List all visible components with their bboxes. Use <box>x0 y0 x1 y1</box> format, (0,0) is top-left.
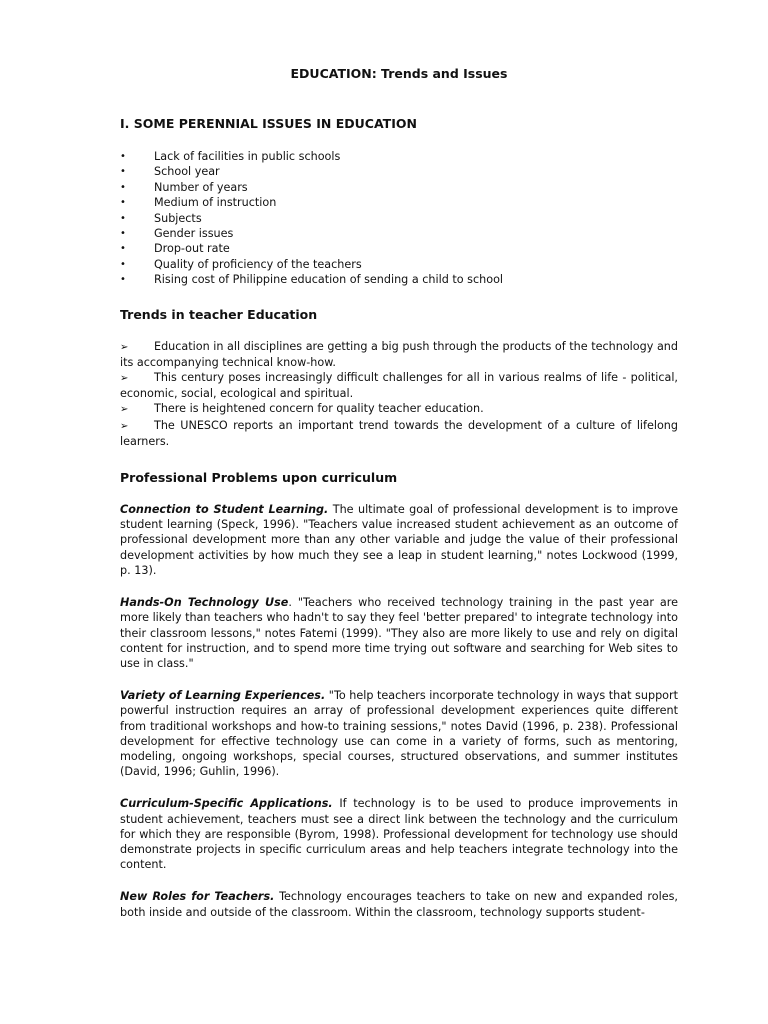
paragraph-lead: Variety of Learning Experiences. <box>120 689 326 703</box>
paragraph-hands-on-technology <box>120 595 678 671</box>
list-item-text: Rising cost of Philippine education of sending a child to school <box>154 273 504 287</box>
bullet-icon: • <box>120 166 126 178</box>
trend-item-text: The UNESCO reports an important trend towards the development of a culture of lifelong learners. <box>120 418 678 448</box>
list-item <box>120 241 678 256</box>
paragraph-lead: New Roles for Teachers. <box>120 890 275 904</box>
trend-item-text: There is heightened concern for quality teacher education. <box>154 402 484 416</box>
perennial-issues-list <box>120 149 678 288</box>
list-item-text: Quality of proficiency of the teachers <box>154 257 362 271</box>
paragraph-text: . "Teachers who received technology training in the past year are more likely than teachers who hadn't to say they feel 'better prepared' to integrate technology into their classroom lessons," notes Fatemi (1999). "They also are more likely to use and rely on digital content for instruction, and to spend more time trying out software and searching for Web sites to use in class." <box>120 596 678 670</box>
paragraph-lead: Curriculum-Specific Applications. <box>120 797 333 811</box>
bullet-icon: • <box>120 243 126 255</box>
bullet-icon: • <box>120 228 126 240</box>
teacher-trends-list <box>120 339 678 449</box>
trend-item-text: Education in all disciplines are getting a big push through the products of the technology and its accompanying technical know-how. <box>120 339 678 369</box>
bullet-icon: • <box>120 212 126 224</box>
arrow-bullet-icon: ➢ <box>120 373 129 385</box>
trend-item <box>120 339 678 370</box>
bullet-icon: • <box>120 258 126 270</box>
arrow-bullet-icon: ➢ <box>120 404 129 416</box>
list-item <box>120 211 678 226</box>
trend-item <box>120 401 678 417</box>
paragraph-text: Technology encourages teachers to take on new and expanded roles, both inside and outside of the classroom. Within the classroom, technology supports student- <box>120 890 678 919</box>
list-item <box>120 226 678 241</box>
list-item-text: School year <box>154 165 220 179</box>
document-page <box>120 66 678 937</box>
list-item-text: Drop-out rate <box>154 242 230 256</box>
trend-item <box>120 370 678 401</box>
paragraph-new-roles <box>120 889 678 919</box>
paragraph-text: If technology is to be used to produce improvements in student achievement, teachers must see a direct link between the technology and the curriculum for which they are responsible (Byrom, 1998). Professional development for technology use should demonstrate projects in specific curriculum areas and help teachers integrate technology into the content. <box>120 797 678 872</box>
paragraph-lead: Hands-On Technology Use <box>120 596 289 610</box>
bullet-icon: • <box>120 181 126 193</box>
paragraph-student-learning <box>120 502 678 578</box>
list-item-text: Lack of facilities in public schools <box>154 150 341 163</box>
bullet-icon: • <box>120 274 126 286</box>
paragraph-text: "To help teachers incorporate technology in ways that support powerful instruction requires an array of professional development experiences quite different from traditional workshops and how-to training sessions," notes David (1996, p. 238). Professional development for effective technology use can come in a variety of forms, such as mentoring, modeling, ongoing workshops, special courses, structured observations, and summer institutes (David, 1996; Guhlin, 1996). <box>120 689 679 779</box>
list-item-text: Gender issues <box>154 227 234 241</box>
section-heading-perennial-issues: I. SOME PERENNIAL ISSUES IN EDUCATION <box>120 116 417 131</box>
paragraph-text: The ultimate goal of professional development is to improve student learning (Speck, 1996). "Teachers value increased student achievement as an outcome of professional development more than any other variable and judge the value of their professional development activities by how much they see a leap in student learning," notes Lockwood (1999, p. 13). <box>120 503 678 577</box>
arrow-bullet-icon: ➢ <box>120 341 129 353</box>
list-item <box>120 149 678 164</box>
trend-item-text: This century poses increasingly difficult challenges for all in various realms of life - political, economic, social, ecological and spiritual. <box>120 371 678 401</box>
paragraph-curriculum-applications <box>120 796 678 872</box>
list-item-text: Number of years <box>154 180 248 194</box>
list-item-text: Medium of instruction <box>154 196 277 210</box>
list-item-text: Subjects <box>154 211 202 225</box>
list-item <box>120 272 678 287</box>
arrow-bullet-icon: ➢ <box>120 420 129 432</box>
list-item <box>120 164 678 179</box>
section-heading-professional-problems: Professional Problems upon curriculum <box>120 470 398 486</box>
list-item <box>120 195 678 210</box>
bullet-icon: • <box>120 197 126 209</box>
trend-item <box>120 418 678 449</box>
list-item <box>120 180 678 195</box>
paragraph-learning-experiences <box>120 688 678 779</box>
paragraph-lead: Connection to Student Learning. <box>120 503 329 517</box>
bullet-icon: • <box>120 151 126 162</box>
document-title: EDUCATION: Trends and Issues <box>290 66 508 81</box>
section-heading-teacher-trends: Trends in teacher Education <box>120 306 318 322</box>
list-item <box>120 257 678 272</box>
